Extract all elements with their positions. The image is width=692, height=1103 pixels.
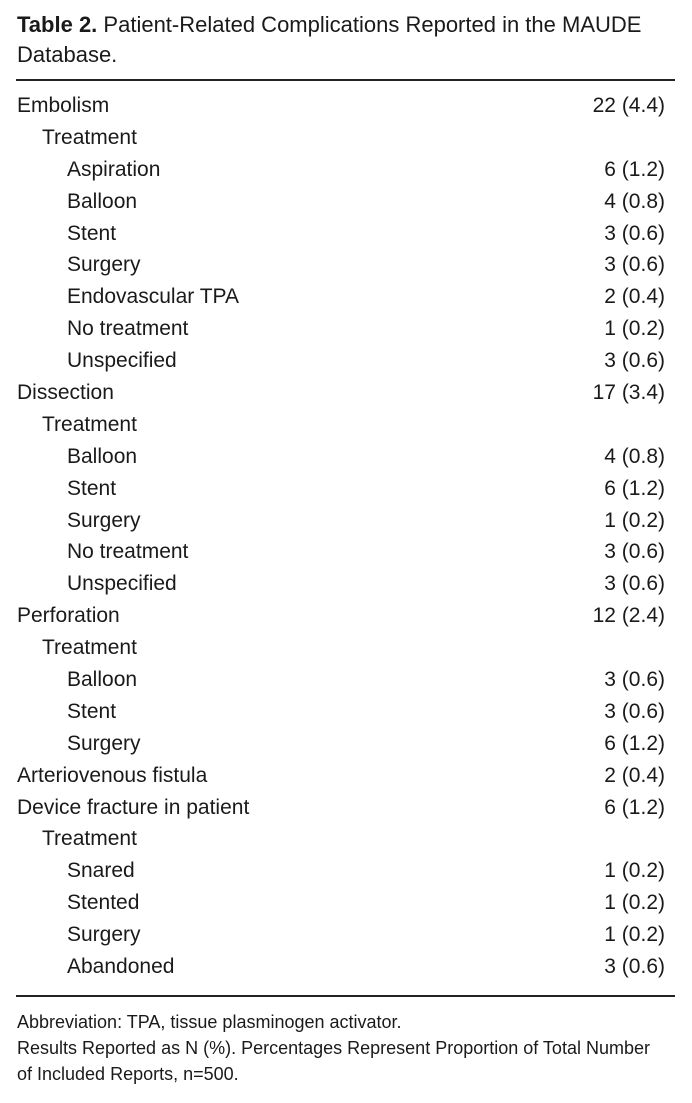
row-label: Snared	[67, 859, 135, 883]
treatment-row	[0, 218, 692, 250]
treatment-row	[0, 855, 692, 887]
row-label: Surgery	[67, 253, 141, 277]
table-number: Table 2.	[17, 12, 98, 37]
table-bottom-rule	[16, 995, 675, 997]
treatment-row	[0, 536, 692, 568]
treatment-row	[0, 505, 692, 537]
treatment-row	[0, 664, 692, 696]
row-label: Balloon	[67, 668, 138, 692]
row-value: 1 (0.2)	[604, 508, 665, 532]
row-label: Embolism	[17, 94, 110, 117]
row-label: Balloon	[67, 189, 138, 213]
complication-row	[0, 600, 692, 632]
treatment-header-row	[0, 409, 692, 441]
treatment-row	[0, 919, 692, 951]
table-footnotes	[17, 1009, 667, 1087]
row-value: 2 (0.4)	[604, 763, 665, 787]
treatment-row	[0, 951, 692, 983]
row-value: 6 (1.2)	[604, 157, 665, 181]
table-title: Patient-Related Complications Reported in the MAUDE Database.	[17, 12, 642, 67]
row-value: 6 (1.2)	[604, 731, 665, 755]
row-label: Surgery	[67, 731, 141, 755]
treatment-row	[0, 313, 692, 345]
row-value: 4 (0.8)	[604, 444, 665, 468]
treatment-header-row	[0, 122, 692, 154]
row-value: 3 (0.6)	[604, 221, 665, 245]
treatment-row	[0, 281, 692, 313]
row-label: Perforation	[17, 604, 120, 628]
row-label: Surgery	[67, 923, 141, 947]
row-label: Device fracture in patient	[17, 795, 250, 819]
row-label: Dissection	[17, 381, 114, 405]
row-value: 6 (1.2)	[604, 795, 665, 819]
row-label: Abandoned	[67, 955, 175, 979]
row-label: Aspiration	[67, 157, 161, 181]
row-value: 22 (4.4)	[592, 94, 665, 117]
row-value: 4 (0.8)	[604, 189, 665, 213]
treatment-row	[0, 728, 692, 760]
row-value: 17 (3.4)	[592, 381, 665, 405]
row-value: 1 (0.2)	[604, 859, 665, 883]
row-value: 6 (1.2)	[604, 476, 665, 500]
complication-row	[0, 377, 692, 409]
row-value: 12 (2.4)	[592, 604, 665, 628]
row-value: 2 (0.4)	[604, 285, 665, 309]
complication-row	[0, 792, 692, 824]
row-label: Stented	[67, 891, 140, 915]
treatment-header-row	[0, 823, 692, 855]
row-label: Balloon	[67, 444, 138, 468]
row-label: Endovascular TPA	[67, 285, 239, 309]
complication-row	[0, 760, 692, 792]
treatment-row	[0, 473, 692, 505]
row-value: 1 (0.2)	[604, 317, 665, 341]
row-label: Surgery	[67, 508, 141, 532]
row-value: 3 (0.6)	[604, 253, 665, 277]
table-top-rule	[16, 79, 675, 81]
table-caption	[17, 10, 667, 70]
treatment-row	[0, 696, 692, 728]
row-value: 1 (0.2)	[604, 891, 665, 915]
row-label: Treatment	[42, 636, 137, 660]
treatment-row	[0, 568, 692, 600]
row-label: No treatment	[67, 540, 189, 564]
row-label: No treatment	[67, 317, 189, 341]
row-value: 3 (0.6)	[604, 540, 665, 564]
treatment-header-row	[0, 632, 692, 664]
treatment-row	[0, 186, 692, 218]
row-label: Stent	[67, 476, 117, 500]
complication-row	[0, 90, 692, 122]
footnote-abbreviation: Abbreviation: TPA, tissue plasminogen activator.	[17, 1012, 402, 1032]
treatment-row	[0, 887, 692, 919]
row-label: Stent	[67, 699, 117, 723]
row-label: Treatment	[42, 827, 137, 851]
treatment-row	[0, 249, 692, 281]
row-label: Unspecified	[67, 572, 177, 596]
row-value: 3 (0.6)	[604, 955, 665, 979]
row-value: 3 (0.6)	[604, 699, 665, 723]
row-value: 3 (0.6)	[604, 572, 665, 596]
row-value: 1 (0.2)	[604, 923, 665, 947]
row-value: 3 (0.6)	[604, 349, 665, 373]
row-label: Treatment	[42, 412, 137, 436]
footnote-results: Results Reported as N (%). Percentages Represent Proportion of Total Number of Included Reports, n=500.	[17, 1038, 650, 1084]
treatment-row	[0, 154, 692, 186]
row-label: Arteriovenous fistula	[17, 763, 208, 787]
row-label: Stent	[67, 221, 117, 245]
row-label: Unspecified	[67, 349, 177, 373]
treatment-row	[0, 345, 692, 377]
row-value: 3 (0.6)	[604, 668, 665, 692]
table-body	[0, 90, 692, 983]
row-label: Treatment	[42, 125, 137, 149]
treatment-row	[0, 441, 692, 473]
